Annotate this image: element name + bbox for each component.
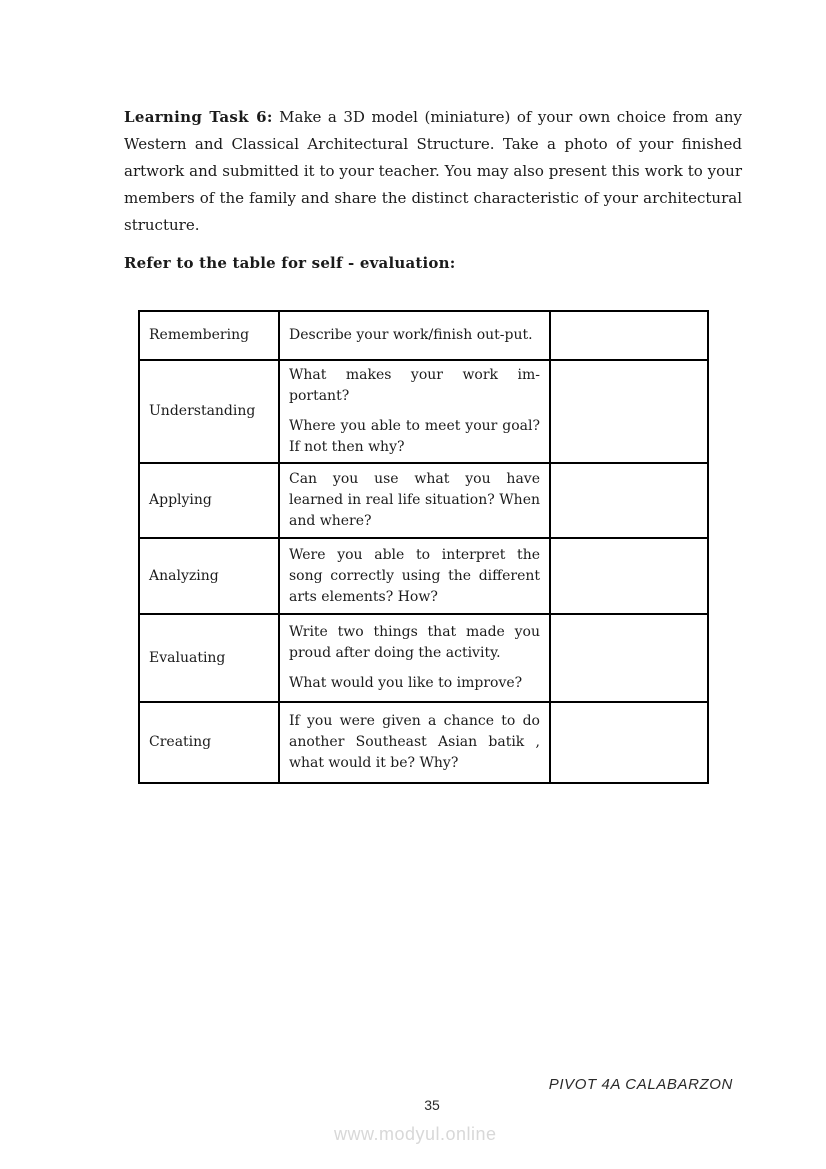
response-cell — [550, 360, 708, 463]
prompt-cell — [279, 614, 550, 702]
learning-task-paragraph — [124, 104, 742, 239]
prompt-text: What would you like to improve? — [289, 675, 523, 691]
table-row-evaluating — [139, 614, 708, 702]
footer-imprint: PIVOT 4A CALABARZON — [548, 1076, 733, 1093]
response-cell — [550, 702, 708, 783]
prompt-text: Write two things that made you proud after doing the activity. — [289, 624, 540, 661]
prompt-cell — [279, 538, 550, 614]
table-row-remembering — [139, 311, 708, 360]
prompt-text: If you were given a chance to do another Southeast Asian batik , what would it be? Why? — [289, 713, 540, 771]
prompt-text: Can you use what you have learned in real life situation? When and where? — [289, 471, 540, 529]
response-cell — [550, 614, 708, 702]
prompt-text: Describe your work/finish out-put. — [289, 327, 533, 343]
learning-task-body: Make a 3D model (miniature) of your own choice from any Western and Classical Architectural Structure. Take a photo of your finished artwork and submitted it to your teacher. You may also present this work to your members of the family and share the distinct characteristic of your architectural structure. — [124, 108, 742, 234]
table-row-analyzing — [139, 538, 708, 614]
prompt-text: Where you able to meet your goal? If not then why? — [289, 418, 540, 455]
prompt-text: What makes your work im-portant? — [289, 367, 540, 404]
level-cell: Creating — [139, 702, 279, 783]
self-evaluation-table — [138, 310, 709, 784]
table-intro-heading: Refer to the table for self - evaluation: — [124, 254, 456, 272]
table-row-applying — [139, 463, 708, 538]
watermark: www.modyul.online — [334, 1124, 497, 1144]
response-cell — [550, 538, 708, 614]
prompt-cell — [279, 463, 550, 538]
prompt-text: Were you able to interpret the song correctly using the different arts elements? How? — [289, 546, 540, 605]
prompt-cell — [279, 311, 550, 360]
level-cell: Evaluating — [139, 614, 279, 702]
level-cell: Remembering — [139, 311, 279, 360]
table-row-creating — [139, 702, 708, 783]
response-cell — [550, 463, 708, 538]
table-row-understanding — [139, 360, 708, 463]
page-number: 35 — [424, 1097, 440, 1113]
level-cell: Understanding — [139, 360, 279, 463]
learning-task-label: Learning Task 6: — [124, 108, 273, 126]
level-cell: Applying — [139, 463, 279, 538]
response-cell — [550, 311, 708, 360]
prompt-cell — [279, 360, 550, 463]
level-cell: Analyzing — [139, 538, 279, 614]
prompt-cell — [279, 702, 550, 783]
